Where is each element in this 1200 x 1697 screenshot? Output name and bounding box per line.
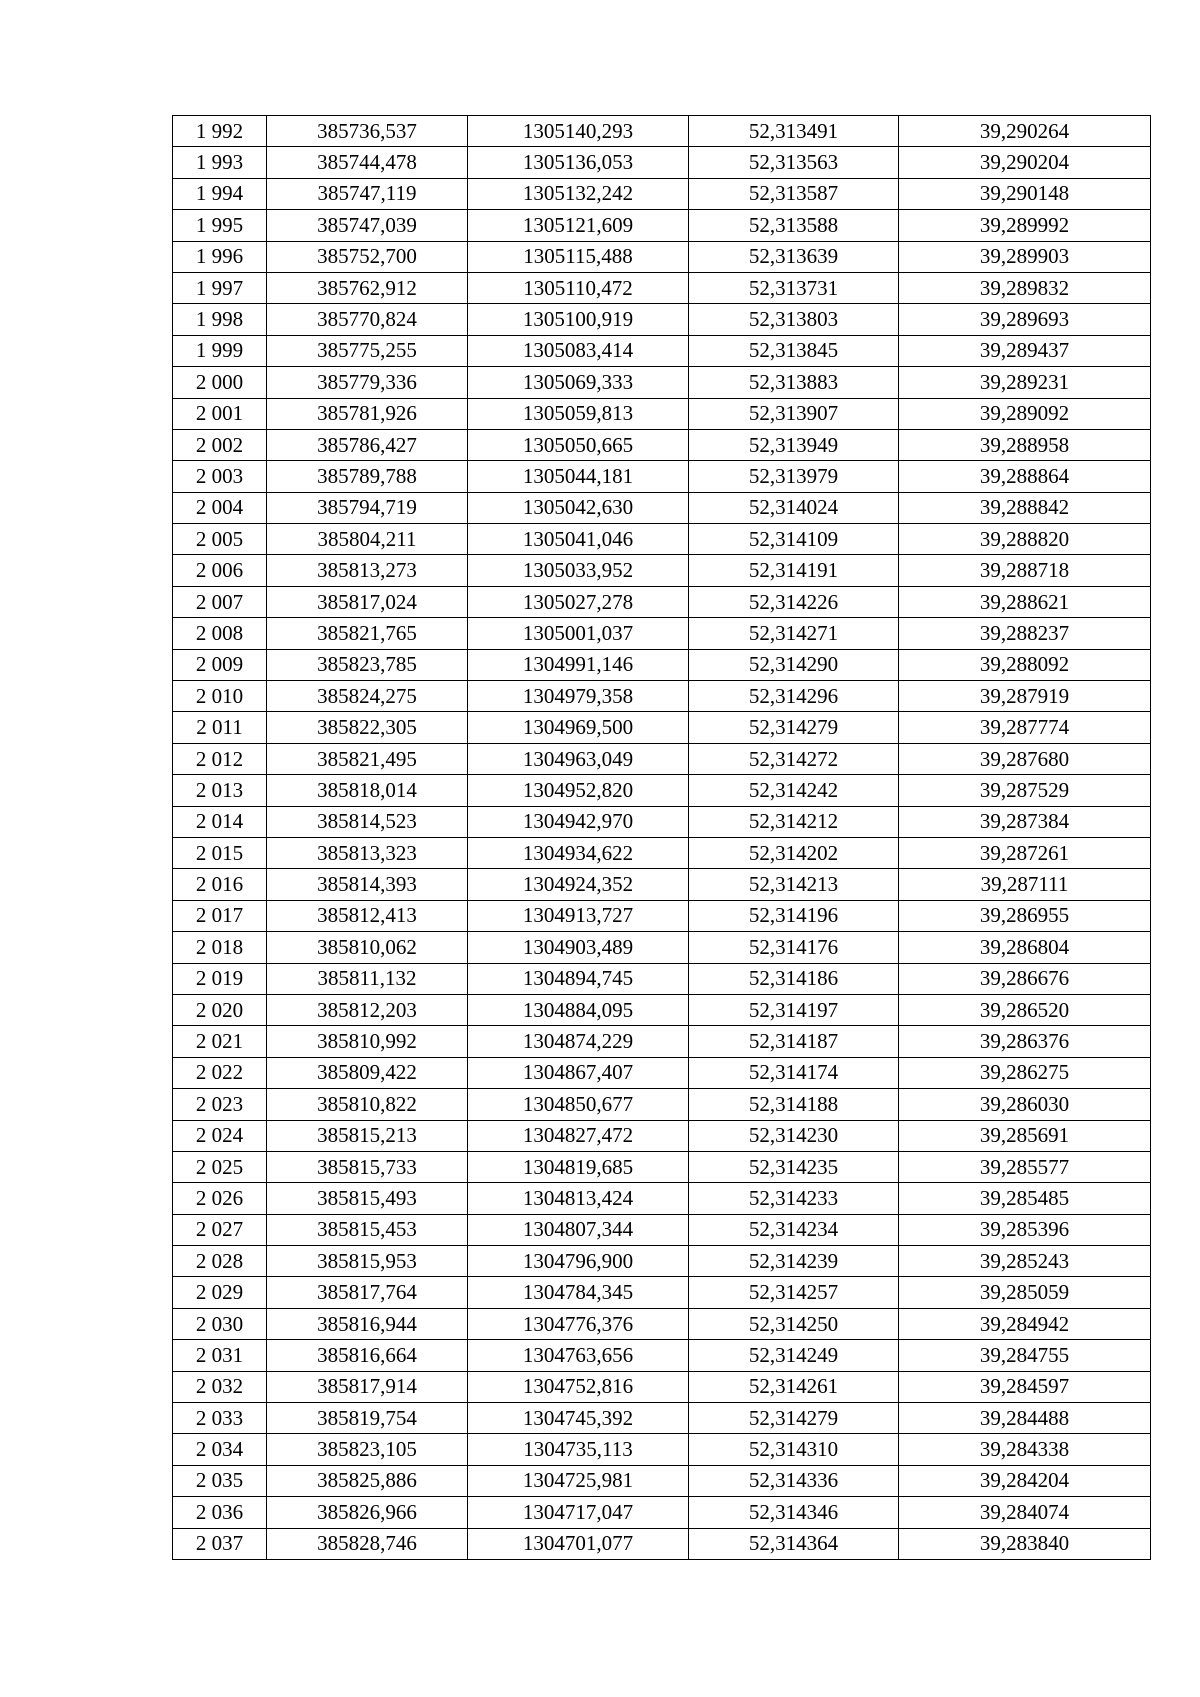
x-coordinate-cell: 385816,944 (267, 1308, 468, 1339)
x-coordinate-cell: 385825,886 (267, 1465, 468, 1496)
table-row (173, 1340, 1151, 1371)
longitude-cell: 39,287261 (899, 837, 1151, 868)
longitude-cell: 39,288958 (899, 429, 1151, 460)
y-coordinate-cell: 1305069,333 (468, 367, 689, 398)
latitude-cell: 52,314212 (689, 806, 899, 837)
longitude-cell: 39,289231 (899, 367, 1151, 398)
table-row (173, 461, 1151, 492)
latitude-cell: 52,314279 (689, 1403, 899, 1434)
table-row (173, 1465, 1151, 1496)
x-coordinate-cell: 385821,495 (267, 743, 468, 774)
table-row (173, 492, 1151, 523)
point-number-cell: 2 002 (173, 429, 267, 460)
x-coordinate-cell: 385816,664 (267, 1340, 468, 1371)
longitude-cell: 39,284338 (899, 1434, 1151, 1465)
latitude-cell: 52,313845 (689, 335, 899, 366)
table-row (173, 1089, 1151, 1120)
point-number-cell: 2 013 (173, 775, 267, 806)
longitude-cell: 39,287111 (899, 869, 1151, 900)
table-row (173, 1057, 1151, 1088)
table-row (173, 367, 1151, 398)
table-row (173, 837, 1151, 868)
x-coordinate-cell: 385809,422 (267, 1057, 468, 1088)
longitude-cell: 39,288718 (899, 555, 1151, 586)
y-coordinate-cell: 1304952,820 (468, 775, 689, 806)
x-coordinate-cell: 385817,764 (267, 1277, 468, 1308)
latitude-cell: 52,314188 (689, 1089, 899, 1120)
longitude-cell: 39,284755 (899, 1340, 1151, 1371)
point-number-cell: 2 021 (173, 1026, 267, 1057)
point-number-cell: 2 019 (173, 963, 267, 994)
y-coordinate-cell: 1304913,727 (468, 900, 689, 931)
x-coordinate-cell: 385804,211 (267, 524, 468, 555)
latitude-cell: 52,314272 (689, 743, 899, 774)
x-coordinate-cell: 385812,203 (267, 994, 468, 1025)
point-number-cell: 2 031 (173, 1340, 267, 1371)
longitude-cell: 39,284204 (899, 1465, 1151, 1496)
y-coordinate-cell: 1304924,352 (468, 869, 689, 900)
latitude-cell: 52,314250 (689, 1308, 899, 1339)
longitude-cell: 39,288842 (899, 492, 1151, 523)
point-number-cell: 2 022 (173, 1057, 267, 1088)
point-number-cell: 2 030 (173, 1308, 267, 1339)
table-row (173, 1308, 1151, 1339)
longitude-cell: 39,288820 (899, 524, 1151, 555)
longitude-cell: 39,286955 (899, 900, 1151, 931)
longitude-cell: 39,285577 (899, 1151, 1151, 1182)
x-coordinate-cell: 385810,822 (267, 1089, 468, 1120)
point-number-cell: 2 014 (173, 806, 267, 837)
longitude-cell: 39,286376 (899, 1026, 1151, 1057)
x-coordinate-cell: 385815,733 (267, 1151, 468, 1182)
latitude-cell: 52,314226 (689, 586, 899, 617)
y-coordinate-cell: 1304819,685 (468, 1151, 689, 1182)
latitude-cell: 52,314176 (689, 932, 899, 963)
latitude-cell: 52,314234 (689, 1214, 899, 1245)
latitude-cell: 52,314024 (689, 492, 899, 523)
x-coordinate-cell: 385810,992 (267, 1026, 468, 1057)
y-coordinate-cell: 1305027,278 (468, 586, 689, 617)
x-coordinate-cell: 385810,062 (267, 932, 468, 963)
y-coordinate-cell: 1304763,656 (468, 1340, 689, 1371)
latitude-cell: 52,314296 (689, 681, 899, 712)
table-row (173, 555, 1151, 586)
table-row (173, 1497, 1151, 1528)
x-coordinate-cell: 385828,746 (267, 1528, 468, 1559)
y-coordinate-cell: 1305132,242 (468, 178, 689, 209)
longitude-cell: 39,285396 (899, 1214, 1151, 1245)
latitude-cell: 52,314191 (689, 555, 899, 586)
point-number-cell: 1 999 (173, 335, 267, 366)
point-number-cell: 2 017 (173, 900, 267, 931)
latitude-cell: 52,314235 (689, 1151, 899, 1182)
longitude-cell: 39,289992 (899, 210, 1151, 241)
x-coordinate-cell: 385815,493 (267, 1183, 468, 1214)
y-coordinate-cell: 1305041,046 (468, 524, 689, 555)
latitude-cell: 52,313883 (689, 367, 899, 398)
table-row (173, 775, 1151, 806)
latitude-cell: 52,313803 (689, 304, 899, 335)
latitude-cell: 52,314109 (689, 524, 899, 555)
latitude-cell: 52,313949 (689, 429, 899, 460)
longitude-cell: 39,283840 (899, 1528, 1151, 1559)
point-number-cell: 1 998 (173, 304, 267, 335)
longitude-cell: 39,285691 (899, 1120, 1151, 1151)
longitude-cell: 39,289832 (899, 272, 1151, 303)
x-coordinate-cell: 385822,305 (267, 712, 468, 743)
latitude-cell: 52,314290 (689, 649, 899, 680)
point-number-cell: 2 025 (173, 1151, 267, 1182)
longitude-cell: 39,287774 (899, 712, 1151, 743)
table-row (173, 963, 1151, 994)
longitude-cell: 39,284942 (899, 1308, 1151, 1339)
latitude-cell: 52,314257 (689, 1277, 899, 1308)
y-coordinate-cell: 1304752,816 (468, 1371, 689, 1402)
y-coordinate-cell: 1305044,181 (468, 461, 689, 492)
y-coordinate-cell: 1304850,677 (468, 1089, 689, 1120)
y-coordinate-cell: 1304894,745 (468, 963, 689, 994)
point-number-cell: 2 036 (173, 1497, 267, 1528)
y-coordinate-cell: 1304813,424 (468, 1183, 689, 1214)
latitude-cell: 52,314279 (689, 712, 899, 743)
table-row (173, 681, 1151, 712)
x-coordinate-cell: 385762,912 (267, 272, 468, 303)
table-row (173, 524, 1151, 555)
table-row (173, 1026, 1151, 1057)
point-number-cell: 2 016 (173, 869, 267, 900)
longitude-cell: 39,285243 (899, 1246, 1151, 1277)
x-coordinate-cell: 385744,478 (267, 147, 468, 178)
x-coordinate-cell: 385815,213 (267, 1120, 468, 1151)
table-row (173, 806, 1151, 837)
latitude-cell: 52,313491 (689, 116, 899, 147)
point-number-cell: 2 029 (173, 1277, 267, 1308)
table-row (173, 304, 1151, 335)
point-number-cell: 2 007 (173, 586, 267, 617)
point-number-cell: 2 001 (173, 398, 267, 429)
point-number-cell: 2 023 (173, 1089, 267, 1120)
point-number-cell: 2 018 (173, 932, 267, 963)
point-number-cell: 1 997 (173, 272, 267, 303)
y-coordinate-cell: 1305050,665 (468, 429, 689, 460)
longitude-cell: 39,286676 (899, 963, 1151, 994)
point-number-cell: 2 033 (173, 1403, 267, 1434)
table-row (173, 932, 1151, 963)
table-body (173, 116, 1151, 1560)
latitude-cell: 52,314271 (689, 618, 899, 649)
longitude-cell: 39,284597 (899, 1371, 1151, 1402)
longitude-cell: 39,288237 (899, 618, 1151, 649)
latitude-cell: 52,313907 (689, 398, 899, 429)
x-coordinate-cell: 385747,119 (267, 178, 468, 209)
table-row (173, 1434, 1151, 1465)
x-coordinate-cell: 385775,255 (267, 335, 468, 366)
x-coordinate-cell: 385812,413 (267, 900, 468, 931)
y-coordinate-cell: 1305140,293 (468, 116, 689, 147)
y-coordinate-cell: 1304903,489 (468, 932, 689, 963)
table-row (173, 272, 1151, 303)
table-row (173, 147, 1151, 178)
table-row (173, 178, 1151, 209)
table-row (173, 1183, 1151, 1214)
table-row (173, 900, 1151, 931)
longitude-cell: 39,285485 (899, 1183, 1151, 1214)
x-coordinate-cell: 385821,765 (267, 618, 468, 649)
point-number-cell: 1 995 (173, 210, 267, 241)
point-number-cell: 2 015 (173, 837, 267, 868)
y-coordinate-cell: 1304725,981 (468, 1465, 689, 1496)
latitude-cell: 52,314230 (689, 1120, 899, 1151)
point-number-cell: 1 992 (173, 116, 267, 147)
x-coordinate-cell: 385789,788 (267, 461, 468, 492)
x-coordinate-cell: 385817,024 (267, 586, 468, 617)
latitude-cell: 52,314174 (689, 1057, 899, 1088)
x-coordinate-cell: 385823,105 (267, 1434, 468, 1465)
x-coordinate-cell: 385770,824 (267, 304, 468, 335)
latitude-cell: 52,314197 (689, 994, 899, 1025)
x-coordinate-cell: 385813,323 (267, 837, 468, 868)
y-coordinate-cell: 1304874,229 (468, 1026, 689, 1057)
y-coordinate-cell: 1305033,952 (468, 555, 689, 586)
latitude-cell: 52,314336 (689, 1465, 899, 1496)
point-number-cell: 1 993 (173, 147, 267, 178)
table-row (173, 586, 1151, 617)
table-row (173, 398, 1151, 429)
point-number-cell: 2 024 (173, 1120, 267, 1151)
y-coordinate-cell: 1305121,609 (468, 210, 689, 241)
point-number-cell: 2 011 (173, 712, 267, 743)
longitude-cell: 39,285059 (899, 1277, 1151, 1308)
point-number-cell: 2 028 (173, 1246, 267, 1277)
table-row (173, 743, 1151, 774)
point-number-cell: 2 037 (173, 1528, 267, 1559)
longitude-cell: 39,287680 (899, 743, 1151, 774)
y-coordinate-cell: 1304942,970 (468, 806, 689, 837)
x-coordinate-cell: 385817,914 (267, 1371, 468, 1402)
y-coordinate-cell: 1305001,037 (468, 618, 689, 649)
point-number-cell: 2 020 (173, 994, 267, 1025)
coordinates-table (172, 115, 1151, 1560)
point-number-cell: 2 010 (173, 681, 267, 712)
y-coordinate-cell: 1304991,146 (468, 649, 689, 680)
table-row (173, 210, 1151, 241)
y-coordinate-cell: 1304796,900 (468, 1246, 689, 1277)
longitude-cell: 39,284074 (899, 1497, 1151, 1528)
x-coordinate-cell: 385819,754 (267, 1403, 468, 1434)
table-row (173, 869, 1151, 900)
y-coordinate-cell: 1304867,407 (468, 1057, 689, 1088)
table-row (173, 618, 1151, 649)
y-coordinate-cell: 1304979,358 (468, 681, 689, 712)
table-row (173, 1214, 1151, 1245)
longitude-cell: 39,289903 (899, 241, 1151, 272)
x-coordinate-cell: 385779,336 (267, 367, 468, 398)
point-number-cell: 2 034 (173, 1434, 267, 1465)
latitude-cell: 52,314202 (689, 837, 899, 868)
latitude-cell: 52,314196 (689, 900, 899, 931)
table-row (173, 429, 1151, 460)
y-coordinate-cell: 1304884,095 (468, 994, 689, 1025)
point-number-cell: 2 003 (173, 461, 267, 492)
latitude-cell: 52,313563 (689, 147, 899, 178)
y-coordinate-cell: 1304807,344 (468, 1214, 689, 1245)
x-coordinate-cell: 385826,966 (267, 1497, 468, 1528)
point-number-cell: 2 032 (173, 1371, 267, 1402)
table-row (173, 1120, 1151, 1151)
table-row (173, 1403, 1151, 1434)
point-number-cell: 2 027 (173, 1214, 267, 1245)
longitude-cell: 39,286030 (899, 1089, 1151, 1120)
latitude-cell: 52,314233 (689, 1183, 899, 1214)
x-coordinate-cell: 385781,926 (267, 398, 468, 429)
point-number-cell: 2 035 (173, 1465, 267, 1496)
y-coordinate-cell: 1305110,472 (468, 272, 689, 303)
y-coordinate-cell: 1304963,049 (468, 743, 689, 774)
point-number-cell: 2 006 (173, 555, 267, 586)
latitude-cell: 52,314310 (689, 1434, 899, 1465)
latitude-cell: 52,314187 (689, 1026, 899, 1057)
x-coordinate-cell: 385823,785 (267, 649, 468, 680)
y-coordinate-cell: 1304934,622 (468, 837, 689, 868)
longitude-cell: 39,289437 (899, 335, 1151, 366)
y-coordinate-cell: 1304717,047 (468, 1497, 689, 1528)
latitude-cell: 52,314186 (689, 963, 899, 994)
latitude-cell: 52,314346 (689, 1497, 899, 1528)
longitude-cell: 39,284488 (899, 1403, 1151, 1434)
longitude-cell: 39,290264 (899, 116, 1151, 147)
longitude-cell: 39,286520 (899, 994, 1151, 1025)
x-coordinate-cell: 385747,039 (267, 210, 468, 241)
table-row (173, 994, 1151, 1025)
longitude-cell: 39,287919 (899, 681, 1151, 712)
y-coordinate-cell: 1304776,376 (468, 1308, 689, 1339)
y-coordinate-cell: 1305059,813 (468, 398, 689, 429)
point-number-cell: 1 996 (173, 241, 267, 272)
x-coordinate-cell: 385818,014 (267, 775, 468, 806)
y-coordinate-cell: 1305083,414 (468, 335, 689, 366)
y-coordinate-cell: 1304827,472 (468, 1120, 689, 1151)
table-row (173, 116, 1151, 147)
latitude-cell: 52,314239 (689, 1246, 899, 1277)
x-coordinate-cell: 385824,275 (267, 681, 468, 712)
latitude-cell: 52,313979 (689, 461, 899, 492)
latitude-cell: 52,313587 (689, 178, 899, 209)
longitude-cell: 39,286275 (899, 1057, 1151, 1088)
latitude-cell: 52,314261 (689, 1371, 899, 1402)
table-row (173, 1371, 1151, 1402)
longitude-cell: 39,289693 (899, 304, 1151, 335)
table-row (173, 335, 1151, 366)
table-row (173, 241, 1151, 272)
x-coordinate-cell: 385811,132 (267, 963, 468, 994)
latitude-cell: 52,313588 (689, 210, 899, 241)
y-coordinate-cell: 1305136,053 (468, 147, 689, 178)
longitude-cell: 39,290148 (899, 178, 1151, 209)
point-number-cell: 2 009 (173, 649, 267, 680)
y-coordinate-cell: 1304735,113 (468, 1434, 689, 1465)
y-coordinate-cell: 1305042,630 (468, 492, 689, 523)
longitude-cell: 39,288864 (899, 461, 1151, 492)
longitude-cell: 39,287384 (899, 806, 1151, 837)
latitude-cell: 52,313639 (689, 241, 899, 272)
point-number-cell: 1 994 (173, 178, 267, 209)
x-coordinate-cell: 385794,719 (267, 492, 468, 523)
x-coordinate-cell: 385815,453 (267, 1214, 468, 1245)
table-row (173, 1246, 1151, 1277)
latitude-cell: 52,314242 (689, 775, 899, 806)
y-coordinate-cell: 1305115,488 (468, 241, 689, 272)
x-coordinate-cell: 385813,273 (267, 555, 468, 586)
point-number-cell: 2 000 (173, 367, 267, 398)
longitude-cell: 39,288621 (899, 586, 1151, 617)
y-coordinate-cell: 1305100,919 (468, 304, 689, 335)
longitude-cell: 39,288092 (899, 649, 1151, 680)
x-coordinate-cell: 385814,393 (267, 869, 468, 900)
table-row (173, 1151, 1151, 1182)
x-coordinate-cell: 385736,537 (267, 116, 468, 147)
y-coordinate-cell: 1304745,392 (468, 1403, 689, 1434)
point-number-cell: 2 005 (173, 524, 267, 555)
table-row (173, 1528, 1151, 1559)
table-row (173, 649, 1151, 680)
y-coordinate-cell: 1304969,500 (468, 712, 689, 743)
point-number-cell: 2 012 (173, 743, 267, 774)
longitude-cell: 39,289092 (899, 398, 1151, 429)
longitude-cell: 39,290204 (899, 147, 1151, 178)
table-row (173, 1277, 1151, 1308)
latitude-cell: 52,314364 (689, 1528, 899, 1559)
latitude-cell: 52,314249 (689, 1340, 899, 1371)
x-coordinate-cell: 385815,953 (267, 1246, 468, 1277)
longitude-cell: 39,287529 (899, 775, 1151, 806)
latitude-cell: 52,313731 (689, 272, 899, 303)
table-row (173, 712, 1151, 743)
x-coordinate-cell: 385814,523 (267, 806, 468, 837)
point-number-cell: 2 008 (173, 618, 267, 649)
y-coordinate-cell: 1304701,077 (468, 1528, 689, 1559)
point-number-cell: 2 004 (173, 492, 267, 523)
x-coordinate-cell: 385786,427 (267, 429, 468, 460)
longitude-cell: 39,286804 (899, 932, 1151, 963)
y-coordinate-cell: 1304784,345 (468, 1277, 689, 1308)
latitude-cell: 52,314213 (689, 869, 899, 900)
point-number-cell: 2 026 (173, 1183, 267, 1214)
x-coordinate-cell: 385752,700 (267, 241, 468, 272)
